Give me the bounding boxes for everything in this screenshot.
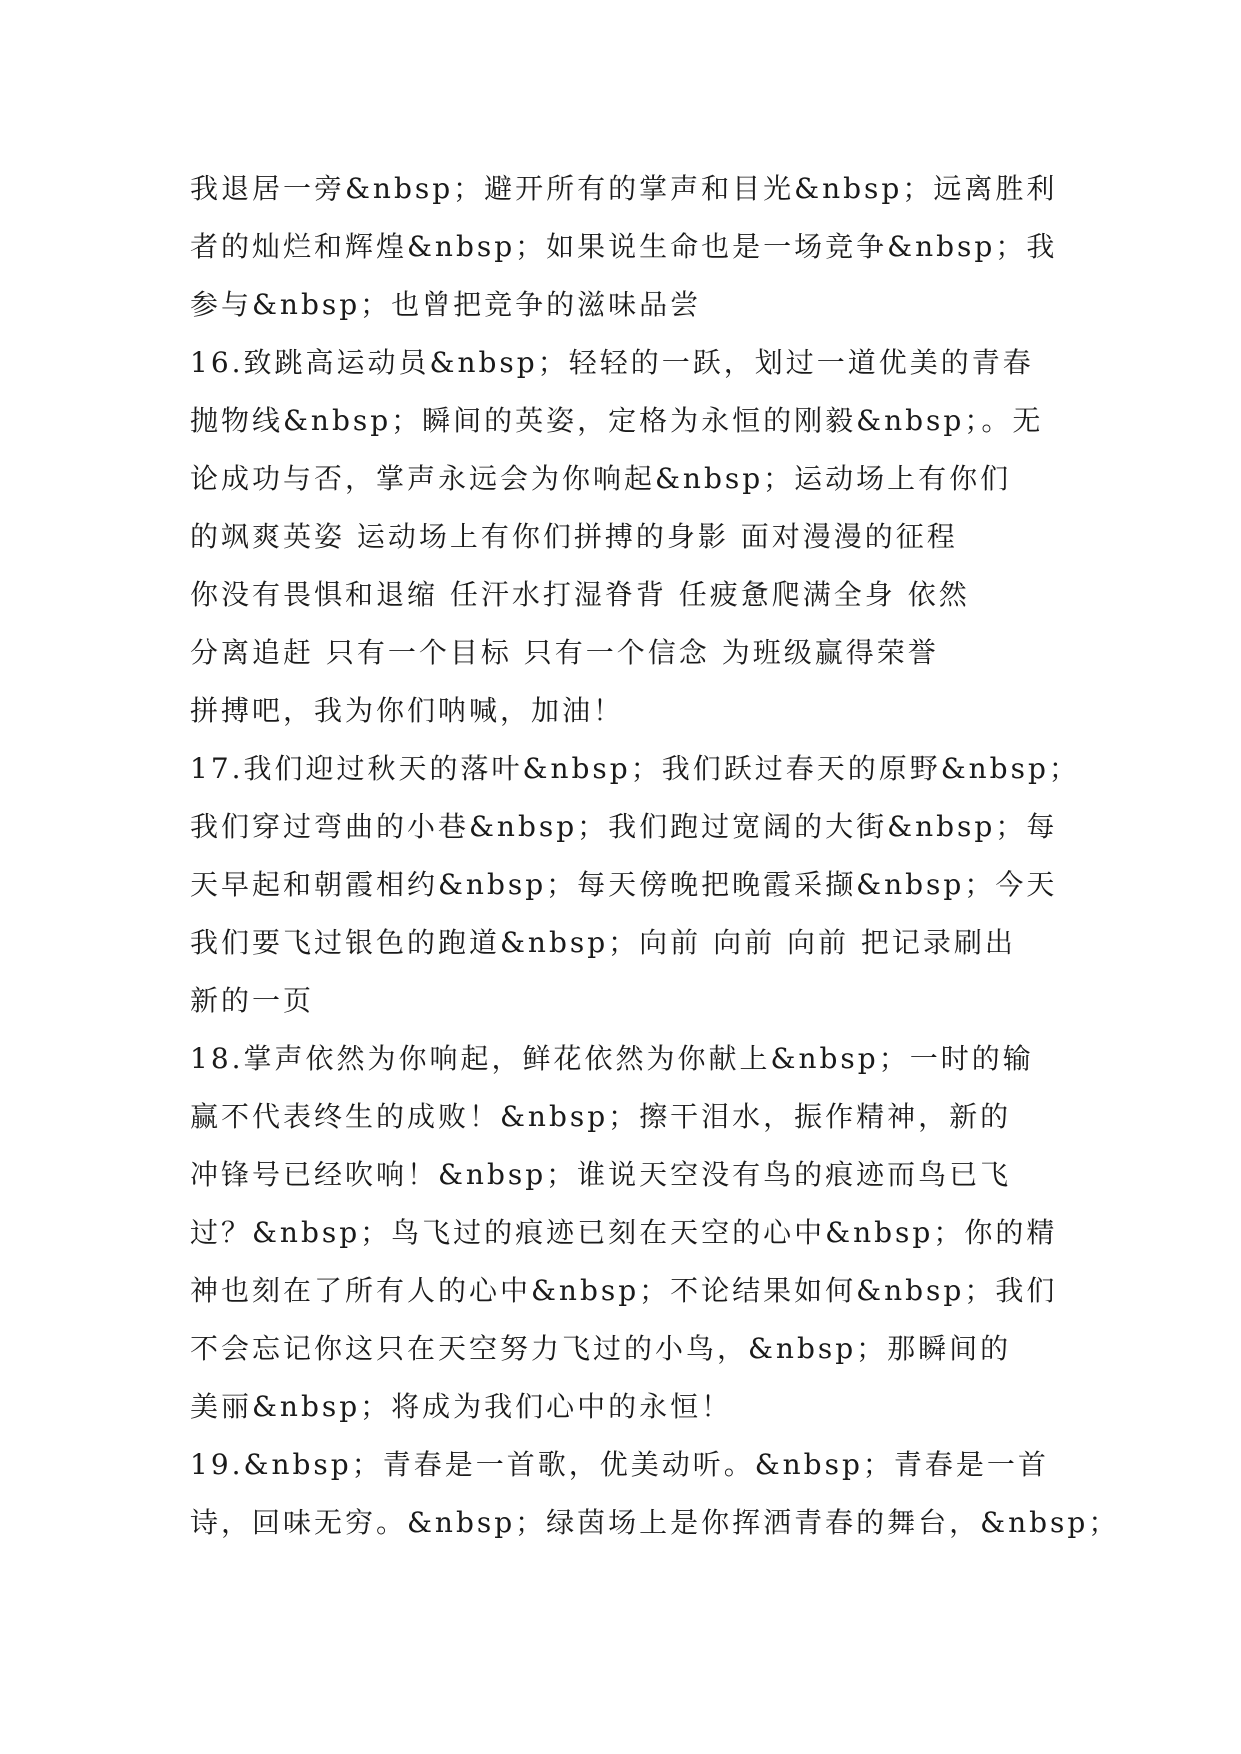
text-line: 赢不代表终生的成败！&nbsp；擦干泪水，振作精神，新的 bbox=[190, 1100, 1012, 1133]
text-line: 你没有畏惧和退缩 任汗水打湿脊背 任疲惫爬满全身 依然 bbox=[190, 578, 970, 611]
text-line: 18.掌声依然为你响起，鲜花依然为你献上&nbsp；一时的输 bbox=[190, 1042, 1034, 1075]
text-line: 16.致跳高运动员&nbsp；轻轻的一跃，划过一道优美的青春 bbox=[190, 346, 1034, 379]
text-line: 者的灿烂和辉煌&nbsp；如果说生命也是一场竞争&nbsp；我 bbox=[190, 230, 1058, 263]
text-line: 的飒爽英姿 运动场上有你们拼搏的身影 面对漫漫的征程 bbox=[190, 520, 958, 553]
document-body bbox=[190, 160, 1120, 1552]
text-line: 不会忘记你这只在天空努力飞过的小鸟，&nbsp；那瞬间的 bbox=[190, 1332, 1012, 1365]
text-line: 分离追赶 只有一个目标 只有一个信念 为班级赢得荣誉 bbox=[190, 636, 939, 669]
text-line: 19.&nbsp；青春是一首歌，优美动听。&nbsp；青春是一首 bbox=[190, 1448, 1049, 1481]
text-line: 冲锋号已经吹响！&nbsp；谁说天空没有鸟的痕迹而鸟已飞 bbox=[190, 1158, 1012, 1191]
text-line: 抛物线&nbsp；瞬间的英姿，定格为永恒的刚毅&nbsp；。无 bbox=[190, 404, 1044, 437]
text-line: 我退居一旁&nbsp；避开所有的掌声和目光&nbsp；远离胜利 bbox=[190, 172, 1058, 205]
text-line: 诗，回味无穷。&nbsp；绿茵场上是你挥洒青春的舞台，&nbsp； bbox=[190, 1506, 1120, 1539]
text-line: 我们要飞过银色的跑道&nbsp；向前 向前 向前 把记录刷出 bbox=[190, 926, 1016, 959]
text-line: 论成功与否，掌声永远会为你响起&nbsp；运动场上有你们 bbox=[190, 462, 1012, 495]
text-line: 美丽&nbsp；将成为我们心中的永恒！ bbox=[190, 1390, 733, 1423]
text-line: 拼搏吧，我为你们呐喊，加油！ bbox=[190, 694, 625, 727]
text-line: 神也刻在了所有人的心中&nbsp；不论结果如何&nbsp；我们 bbox=[190, 1274, 1058, 1307]
text-line: 天早起和朝霞相约&nbsp；每天傍晚把晚霞采撷&nbsp；今天 bbox=[190, 868, 1058, 901]
text-line: 新的一页 bbox=[190, 984, 315, 1017]
text-line: 我们穿过弯曲的小巷&nbsp；我们跑过宽阔的大街&nbsp；每 bbox=[190, 810, 1058, 843]
text-line: 过？&nbsp；鸟飞过的痕迹已刻在天空的心中&nbsp；你的精 bbox=[190, 1216, 1058, 1249]
text-line: 参与&nbsp；也曾把竞争的滋味品尝 bbox=[190, 288, 702, 321]
text-line: 17.我们迎过秋天的落叶&nbsp；我们跃过春天的原野&nbsp； bbox=[190, 752, 1080, 785]
